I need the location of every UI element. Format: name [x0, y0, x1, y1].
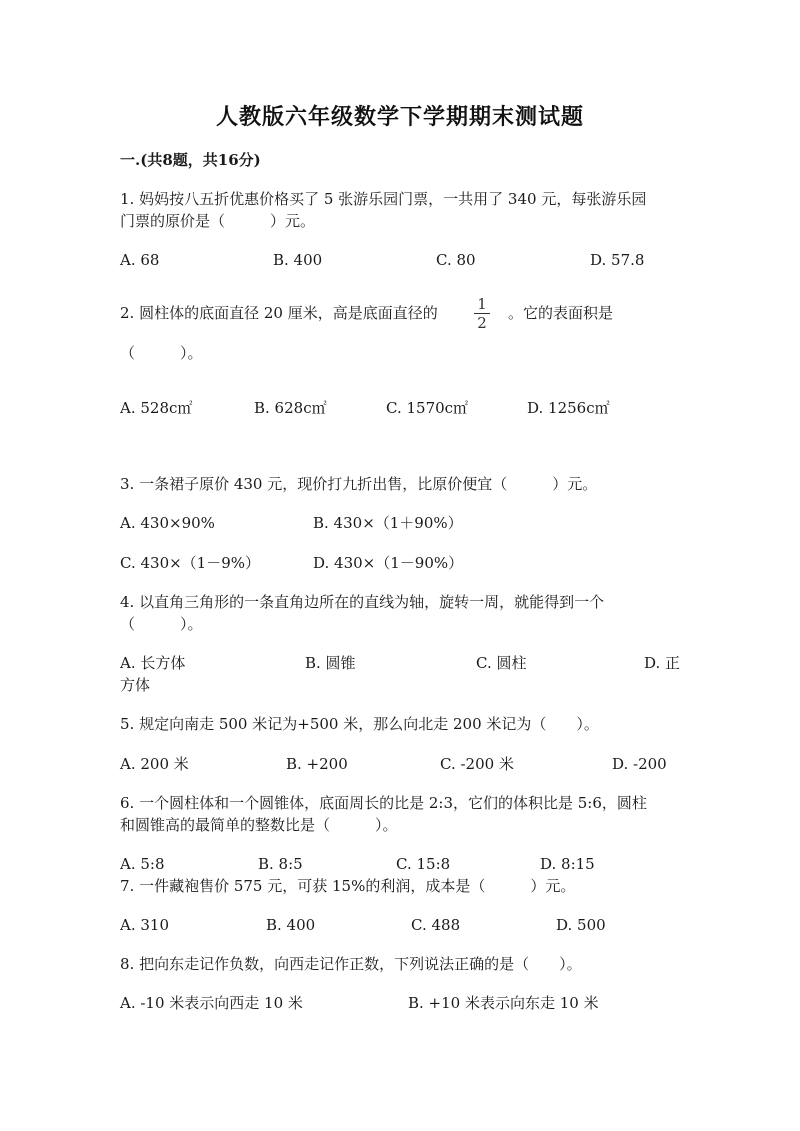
question-8-option-b[interactable]: B. +10 米表示向东走 10 米	[408, 994, 599, 1012]
question-1-option-b[interactable]: B. 400	[273, 251, 323, 269]
question-3-option-a[interactable]: A. 430×90%	[120, 514, 215, 532]
question-1-option-c[interactable]: C. 80	[436, 251, 476, 269]
question-4-option-a[interactable]: A. 长方体	[120, 654, 186, 672]
question-1-option-d[interactable]: D. 57.8	[590, 251, 645, 269]
question-1-option-a[interactable]: A. 68	[120, 251, 160, 269]
question-2-option-a[interactable]: A. 528c㎡	[120, 399, 193, 417]
question-6-option-b[interactable]: B. 8:5	[258, 855, 303, 873]
question-2-text-line2: （ ）。	[120, 344, 203, 362]
question-5-text-line1: 5. 规定向南走 500 米记为+500 米，那么向北走 200 米记为（ ）。	[120, 715, 599, 733]
question-2-option-d[interactable]: D. 1256c㎡	[527, 399, 610, 417]
question-5-option-a[interactable]: A. 200 米	[120, 755, 189, 773]
question-7-option-c[interactable]: C. 488	[411, 916, 461, 934]
question-6-option-a[interactable]: A. 5:8	[120, 855, 165, 873]
question-2-text-after: 。它的表面积是	[508, 304, 614, 322]
question-7-option-a[interactable]: A. 310	[120, 916, 169, 934]
question-4-text-line2: （ ）。	[120, 615, 203, 633]
question-2-option-b[interactable]: B. 628c㎡	[254, 399, 327, 417]
fraction-denominator: 2	[477, 314, 487, 332]
question-6-text-line1: 6. 一个圆柱体和一个圆锥体，底面周长的比是 2:3，它们的体积比是 5:6，圆柱	[120, 794, 647, 812]
question-3-option-c[interactable]: C. 430×（1－9%）	[120, 554, 261, 572]
question-4-option-d[interactable]: D. 正	[644, 654, 681, 672]
question-4-option-b[interactable]: B. 圆锥	[305, 654, 356, 672]
fraction-numerator: 1	[477, 295, 487, 313]
fraction-one-half	[474, 296, 490, 331]
question-7-text-line1: 7. 一件藏袍售价 575 元，可获 15%的利润，成本是（ ）元。	[120, 877, 576, 895]
question-6-option-d[interactable]: D. 8:15	[540, 855, 595, 873]
question-1-text-line1: 1. 妈妈按八五折优惠价格买了 5 张游乐园门票，一共用了 340 元，每张游乐园	[120, 190, 647, 208]
question-3-option-d[interactable]: D. 430×（1－90%）	[313, 554, 464, 572]
question-6-text-line2: 和圆锥高的最简单的整数比是（ ）。	[120, 816, 398, 834]
section-heading: 一.(共8题，共16分)	[120, 151, 261, 169]
question-8-option-a[interactable]: A. -10 米表示向西走 10 米	[120, 994, 303, 1012]
question-3-text-line1: 3. 一条裙子原价 430 元，现价打九折出售，比原价便宜（ ）元。	[120, 475, 598, 493]
question-4-text-line1: 4. 以直角三角形的一条直角边所在的直线为轴，旋转一周，就能得到一个	[120, 593, 605, 611]
question-7-option-d[interactable]: D. 500	[556, 916, 606, 934]
question-2-text-before: 2. 圆柱体的底面直径 20 厘米，高是底面直径的	[120, 304, 438, 322]
question-5-option-c[interactable]: C. -200 米	[440, 755, 514, 773]
question-4-option-c[interactable]: C. 圆柱	[476, 654, 527, 672]
question-8-text-line1: 8. 把向东走记作负数，向西走记作正数，下列说法正确的是（ ）。	[120, 955, 582, 973]
question-7-option-b[interactable]: B. 400	[266, 916, 316, 934]
page-title: 人教版六年级数学下学期期末测试题	[215, 104, 584, 130]
question-6-option-c[interactable]: C. 15:8	[396, 855, 451, 873]
question-3-option-b[interactable]: B. 430×（1＋90%）	[313, 514, 463, 532]
question-5-option-b[interactable]: B. +200	[286, 755, 348, 773]
question-1-text-line2: 门票的原价是（ ）元。	[120, 212, 316, 230]
question-5-option-d[interactable]: D. -200	[612, 755, 667, 773]
question-4-option-d-wrap: 方体	[120, 676, 151, 694]
question-2-option-c[interactable]: C. 1570c㎡	[386, 399, 469, 417]
